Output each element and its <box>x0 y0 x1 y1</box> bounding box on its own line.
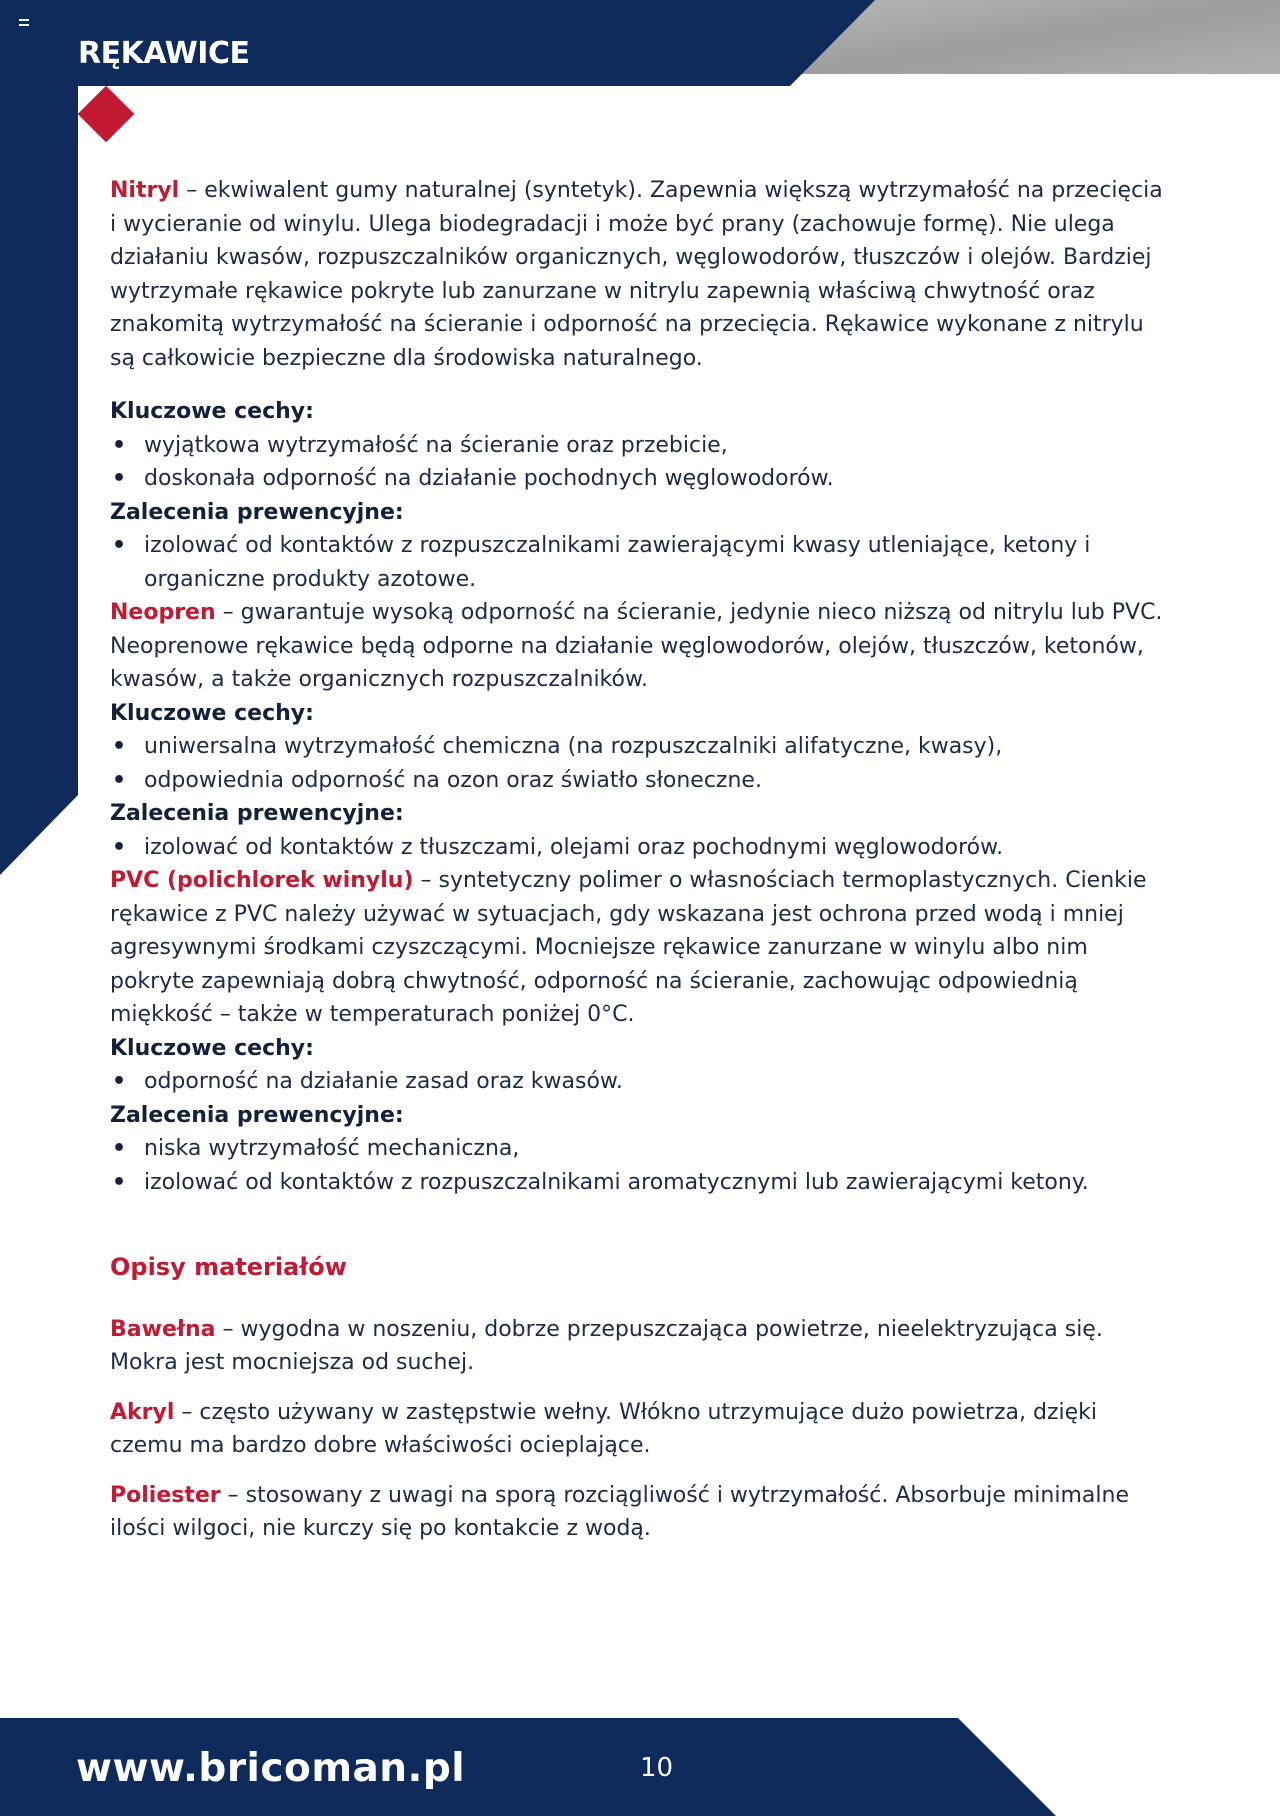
material-paragraph <box>110 1313 1170 1380</box>
material-description: – stosowany z uwagi na sporą rozciągliwość i wytrzymałość. Absorbuje minimalne ilości wilgoci, nie kurczy się po kontakcie z wodą. <box>110 1482 1129 1541</box>
page-title: RĘKAWICE <box>78 36 250 71</box>
neopren-features-list <box>110 730 1170 797</box>
list-item: • izolować od kontaktów z tłuszczami, olejami oraz pochodnymi węglowodorów. <box>110 831 1170 865</box>
nitryl-features-list <box>110 429 1170 496</box>
list-item: • niska wytrzymałość mechaniczna, <box>110 1132 1170 1166</box>
neopren-recommendations-label: Zalecenia prewencyjne: <box>110 801 404 826</box>
materials-heading: Opisy materiałów <box>110 1253 347 1281</box>
pvc-paragraph <box>110 864 1170 1032</box>
material-description: – często używany w zastępstwie wełny. Włókno utrzymujące dużo powietrza, dzięki czemu ma bardzo dobre właściwości ocieplające. <box>110 1399 1098 1458</box>
left-navy-strip <box>0 86 78 875</box>
pvc-recommendations-label: Zalecenia prewencyjne: <box>110 1102 404 1128</box>
material-paragraph <box>110 1479 1170 1546</box>
nitryl-term: Nitryl <box>110 178 180 203</box>
neopren-features-label: Kluczowe cechy: <box>110 700 314 726</box>
pvc-features-list <box>110 1065 1170 1099</box>
nitryl-recommendations-list <box>110 529 1170 596</box>
material-term: Akryl <box>110 1399 175 1425</box>
nitryl-paragraph <box>110 174 1170 375</box>
list-item: • odporność na działanie zasad oraz kwasów. <box>110 1065 1170 1099</box>
neopren-paragraph <box>110 596 1170 697</box>
neopren-term: Neopren <box>110 600 216 625</box>
list-item: • uniwersalna wytrzymałość chemiczna (na rozpuszczalniki alifatyczne, kwasy), <box>110 730 1170 764</box>
material-term: Poliester <box>110 1482 221 1508</box>
page-number: 10 <box>640 1753 674 1783</box>
pvc-description: – syntetyczny polimer o własnościach termoplastycznych. Cienkie rękawice z PVC należy używać w sytuacjach, gdy wskazana jest ochrona przed wodą i mniej agresywnymi środkami czyszczącymi. Mocniejsze rękawice zanurzane w winylu albo nim pokryte zapewniają dobrą chwytność, odporność na ścieranie, zachowując odpowiednią miękkość – także w temperaturach poniżej 0°C. <box>110 868 1147 1027</box>
neopren-recommendations-list <box>110 831 1170 865</box>
pvc-term: PVC (polichlorek winylu) <box>110 868 414 893</box>
list-item: • wyjątkowa wytrzymałość na ścieranie oraz przebicie, <box>110 429 1170 463</box>
material-paragraph <box>110 1396 1170 1463</box>
menu-icon[interactable] <box>19 19 29 26</box>
material-description: – wygodna w noszeniu, dobrze przepuszczająca powietrze, nieelektryzująca się. Mokra jest mocniejsza od suchej. <box>110 1316 1103 1375</box>
list-item: • izolować od kontaktów z rozpuszczalnikami zawierającymi kwasy utleniające, ketony i organiczne produkty azotowe. <box>110 529 1170 596</box>
nitryl-description: – ekwiwalent gumy naturalnej (syntetyk). Zapewnia większą wytrzymałość na przecięcia i wycieranie od winylu. Ulega biodegradacji i może być prany (zachowuje formę). Nie ulega działaniu kwasów, rozpuszczalników organicznych, węglowodorów, tłuszczów i olejów. Bardziej wytrzymałe rękawice pokryte lub zanurzane w nitrylu zapewnią właściwą chwytność oraz znakomitą wytrzymałość na ścieranie i odporność na przecięcia. Rękawice wykonane z nitrylu są całkowicie bezpieczne dla środowiska naturalnego. <box>110 178 1163 371</box>
list-item: • odpowiednia odporność na ozon oraz światło słoneczne. <box>110 764 1170 798</box>
list-item: • izolować od kontaktów z rozpuszczalnikami aromatycznymi lub zawierającymi ketony. <box>110 1166 1170 1200</box>
neopren-description: – gwarantuje wysoką odporność na ścieranie, jedynie nieco niższą od nitrylu lub PVC. Neoprenowe rękawice będą odporne na działanie węglowodorów, olejów, tłuszczów, ketonów, kwasów, a także organicznych rozpuszczalników. <box>110 600 1163 692</box>
nitryl-features-label: Kluczowe cechy: <box>110 399 314 424</box>
pvc-recommendations-list <box>110 1132 1170 1199</box>
nitryl-recommendations-label: Zalecenia prewencyjne: <box>110 499 404 525</box>
material-term: Bawełna <box>110 1316 216 1342</box>
list-item: • doskonała odporność na działanie pochodnych węglowodorów. <box>110 462 1170 496</box>
pvc-features-label: Kluczowe cechy: <box>110 1035 314 1061</box>
main-content <box>110 174 1170 1546</box>
concrete-texture <box>800 0 1280 74</box>
footer-website-link[interactable]: www.bricoman.pl <box>76 1746 466 1791</box>
